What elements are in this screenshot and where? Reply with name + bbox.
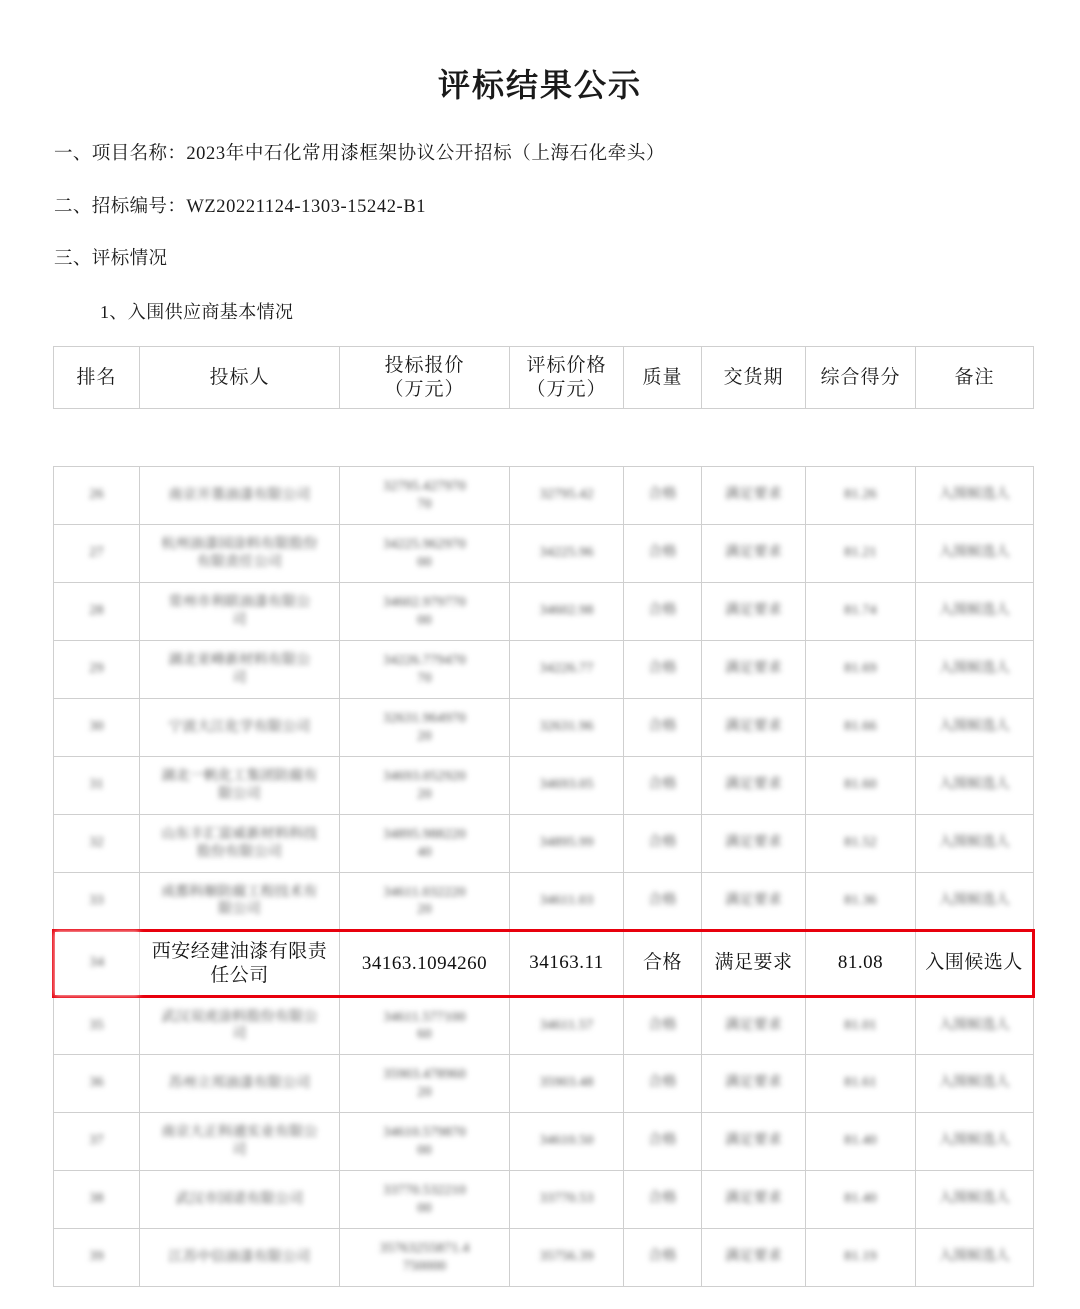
cell-score: 81.40: [806, 1171, 916, 1229]
cell-note: 入围候选人: [916, 931, 1034, 997]
cell-bidder: 湖北一帆化工集团防腐有 限公司: [140, 757, 340, 815]
cell-eval-price: 32631.96: [510, 699, 624, 757]
column-header-bidder: 投标人: [140, 347, 340, 409]
cell-bid-price: 34610.579870 00: [340, 1113, 510, 1171]
cell-score: 81.61: [806, 1055, 916, 1113]
table-row: [54, 1171, 1034, 1229]
table-row: [54, 1113, 1034, 1171]
cell-quality: 合格: [624, 997, 702, 1055]
spacer-cell: [916, 409, 1034, 467]
cell-quality: 合格: [624, 467, 702, 525]
cell-note: 入围候选人: [916, 583, 1034, 641]
cell-bidder: 山东丰汇富威新材料科技 股份有限公司: [140, 815, 340, 873]
table-row: [54, 815, 1034, 873]
cell-note: 入围候选人: [916, 1055, 1034, 1113]
table-row: [54, 699, 1034, 757]
cell-eval-price: 35903.48: [510, 1055, 624, 1113]
table-row: [54, 641, 1034, 699]
cell-bid-price: 34163.1094260: [340, 931, 510, 997]
cell-bidder: 武汉双虎涂料股份有限公 司: [140, 997, 340, 1055]
cell-delivery: 满足要求: [702, 525, 806, 583]
subsection-heading: 1、入围供应商基本情况: [100, 302, 294, 323]
cell-bid-price: 34611.577100 60: [340, 997, 510, 1055]
cell-score: 81.69: [806, 641, 916, 699]
cell-eval-price: 34602.98: [510, 583, 624, 641]
cell-bidder: 杭州油漆园涂料有限股份 有限责任公司: [140, 525, 340, 583]
cell-rank: 27: [54, 525, 140, 583]
cell-score: 81.21: [806, 525, 916, 583]
cell-quality: 合格: [624, 641, 702, 699]
cell-quality: 合格: [624, 873, 702, 931]
cell-rank: 26: [54, 467, 140, 525]
cell-bid-price: 35903.478960 20: [340, 1055, 510, 1113]
cell-rank: 31: [54, 757, 140, 815]
cell-bidder: 常州市利联油漆有限公 司: [140, 583, 340, 641]
cell-quality: 合格: [624, 525, 702, 583]
cell-bid-price: 35763255871.4 750000: [340, 1229, 510, 1287]
cell-delivery: 满足要求: [702, 1229, 806, 1287]
table-header-row: [54, 347, 1034, 409]
cell-bid-price: 32631.964970 20: [340, 699, 510, 757]
cell-delivery: 满足要求: [702, 873, 806, 931]
table-row: [54, 583, 1034, 641]
spacer-cell: [510, 409, 624, 467]
spacer-cell: [54, 409, 140, 467]
cell-score: 81.60: [806, 757, 916, 815]
column-header-quality: 质量: [624, 347, 702, 409]
cell-quality: 合格: [624, 757, 702, 815]
cell-bidder: 南京开墨油漆有限公司: [140, 467, 340, 525]
cell-rank: 38: [54, 1171, 140, 1229]
tender-number-value: WZ20221124-1303-15242-B1: [186, 196, 427, 217]
document-page: [0, 60, 1080, 1309]
cell-eval-price: 34225.96: [510, 525, 624, 583]
cell-delivery: 满足要求: [702, 583, 806, 641]
cell-score: 81.74: [806, 583, 916, 641]
project-name-label: 一、项目名称：: [54, 144, 187, 164]
cell-score: 81.52: [806, 815, 916, 873]
cell-score: 81.66: [806, 699, 916, 757]
cell-quality: 合格: [624, 699, 702, 757]
cell-delivery: 满足要求: [702, 1055, 806, 1113]
evaluation-section-heading: 三、评标情况: [54, 249, 168, 270]
cell-delivery: 满足要求: [702, 1113, 806, 1171]
project-name-value: 2023年中石化常用漆框架协议公开招标（上海石化牵头）: [186, 144, 666, 164]
cell-delivery: 满足要求: [702, 815, 806, 873]
column-header-eval-price-line1: 评标价格: [526, 354, 607, 376]
cell-eval-price: 34610.50: [510, 1113, 624, 1171]
column-header-rank: 排名: [54, 347, 140, 409]
cell-score: 81.26: [806, 467, 916, 525]
cell-eval-price: 34611.03: [510, 873, 624, 931]
cell-note: 入围候选人: [916, 1229, 1034, 1287]
cell-delivery: 满足要求: [702, 931, 806, 997]
cell-rank: 29: [54, 641, 140, 699]
spacer-cell: [702, 409, 806, 467]
cell-bidder: 江苏中信油漆有限公司: [140, 1229, 340, 1287]
spacer-cell: [624, 409, 702, 467]
cell-eval-price: 32795.42: [510, 467, 624, 525]
cell-bid-price: 32795.427970 70: [340, 467, 510, 525]
page-title: 评标结果公示: [437, 67, 642, 103]
table-row: [54, 997, 1034, 1055]
bid-table-wrapper: [0, 346, 1080, 1287]
cell-score: 81.08: [806, 931, 916, 997]
table-spacer-row: [54, 409, 1034, 467]
tender-number-line: [0, 193, 1080, 222]
cell-note: 入围候选人: [916, 1171, 1034, 1229]
cell-quality: 合格: [624, 583, 702, 641]
cell-bid-price: 34611.032220 20: [340, 873, 510, 931]
column-header-note: 备注: [916, 347, 1034, 409]
cell-bid-price: 33770.532210 00: [340, 1171, 510, 1229]
column-header-bid-price: [340, 347, 510, 409]
table-row: [54, 1055, 1034, 1113]
cell-quality: 合格: [624, 1055, 702, 1113]
cell-eval-price: 34693.05: [510, 757, 624, 815]
project-name-line: [0, 140, 1080, 169]
cell-delivery: 满足要求: [702, 997, 806, 1055]
cell-delivery: 满足要求: [702, 757, 806, 815]
cell-score: 81.19: [806, 1229, 916, 1287]
cell-eval-price: 34226.77: [510, 641, 624, 699]
cell-rank: 28: [54, 583, 140, 641]
table-row: [54, 467, 1034, 525]
cell-eval-price: 35756.39: [510, 1229, 624, 1287]
table-row: [54, 931, 1034, 997]
table-row: [54, 873, 1034, 931]
table-row: [54, 757, 1034, 815]
cell-bid-price: 34602.979770 00: [340, 583, 510, 641]
cell-note: 入围候选人: [916, 997, 1034, 1055]
cell-rank: 30: [54, 699, 140, 757]
cell-rank: 35: [54, 997, 140, 1055]
column-header-eval-price-line2: （万元）: [526, 378, 607, 400]
table-row: [54, 525, 1034, 583]
cell-quality: 合格: [624, 1171, 702, 1229]
cell-eval-price: 33770.53: [510, 1171, 624, 1229]
cell-bid-price: 34693.052920 20: [340, 757, 510, 815]
cell-note: 入围候选人: [916, 467, 1034, 525]
spacer-cell: [340, 409, 510, 467]
cell-bidder: 宁波大江化学有限公司: [140, 699, 340, 757]
cell-bid-price: 34226.779470 70: [340, 641, 510, 699]
column-header-eval-price: [510, 347, 624, 409]
cell-rank: 39: [54, 1229, 140, 1287]
cell-score: 81.36: [806, 873, 916, 931]
table-header: [54, 347, 1034, 409]
column-header-delivery: 交货期: [702, 347, 806, 409]
cell-quality: 合格: [624, 931, 702, 997]
cell-eval-price: 34163.11: [510, 931, 624, 997]
cell-bidder: 武汉市国诺有限公司: [140, 1171, 340, 1229]
cell-note: 入围候选人: [916, 525, 1034, 583]
cell-bidder: 湖北亚峰新材料有限公 司: [140, 641, 340, 699]
column-header-bid-price-line1: 投标报价: [384, 354, 465, 376]
cell-rank: 36: [54, 1055, 140, 1113]
cell-rank: 34: [54, 931, 140, 997]
cell-bidder: 南京大正科通实业有限公 司: [140, 1113, 340, 1171]
cell-note: 入围候选人: [916, 699, 1034, 757]
table-row: [54, 1229, 1034, 1287]
cell-bidder: 西安经建油漆有限责任公司: [140, 931, 340, 997]
cell-delivery: 满足要求: [702, 699, 806, 757]
tender-number-label: 二、招标编号：: [54, 196, 187, 217]
cell-eval-price: 34611.57: [510, 997, 624, 1055]
cell-delivery: 满足要求: [702, 467, 806, 525]
cell-eval-price: 34895.99: [510, 815, 624, 873]
spacer-cell: [140, 409, 340, 467]
cell-bidder: 成都科顺防腐工程技术有 限公司: [140, 873, 340, 931]
cell-bid-price: 34225.962970 00: [340, 525, 510, 583]
cell-note: 入围候选人: [916, 1113, 1034, 1171]
cell-rank: 32: [54, 815, 140, 873]
cell-bidder: 苏州立邦油漆有限公司: [140, 1055, 340, 1113]
cell-score: 81.01: [806, 997, 916, 1055]
column-header-bid-price-line2: （万元）: [384, 378, 465, 400]
cell-quality: 合格: [624, 1229, 702, 1287]
spacer-cell: [806, 409, 916, 467]
cell-note: 入围候选人: [916, 873, 1034, 931]
cell-bid-price: 34895.988220 40: [340, 815, 510, 873]
cell-note: 入围候选人: [916, 641, 1034, 699]
cell-rank: 37: [54, 1113, 140, 1171]
column-header-score: 综合得分: [806, 347, 916, 409]
cell-quality: 合格: [624, 815, 702, 873]
bid-result-table: [52, 346, 1035, 1287]
table-body: [54, 409, 1034, 1287]
cell-delivery: 满足要求: [702, 1171, 806, 1229]
cell-quality: 合格: [624, 1113, 702, 1171]
cell-delivery: 满足要求: [702, 641, 806, 699]
cell-note: 入围候选人: [916, 815, 1034, 873]
cell-score: 81.40: [806, 1113, 916, 1171]
cell-rank: 33: [54, 873, 140, 931]
cell-note: 入围候选人: [916, 757, 1034, 815]
